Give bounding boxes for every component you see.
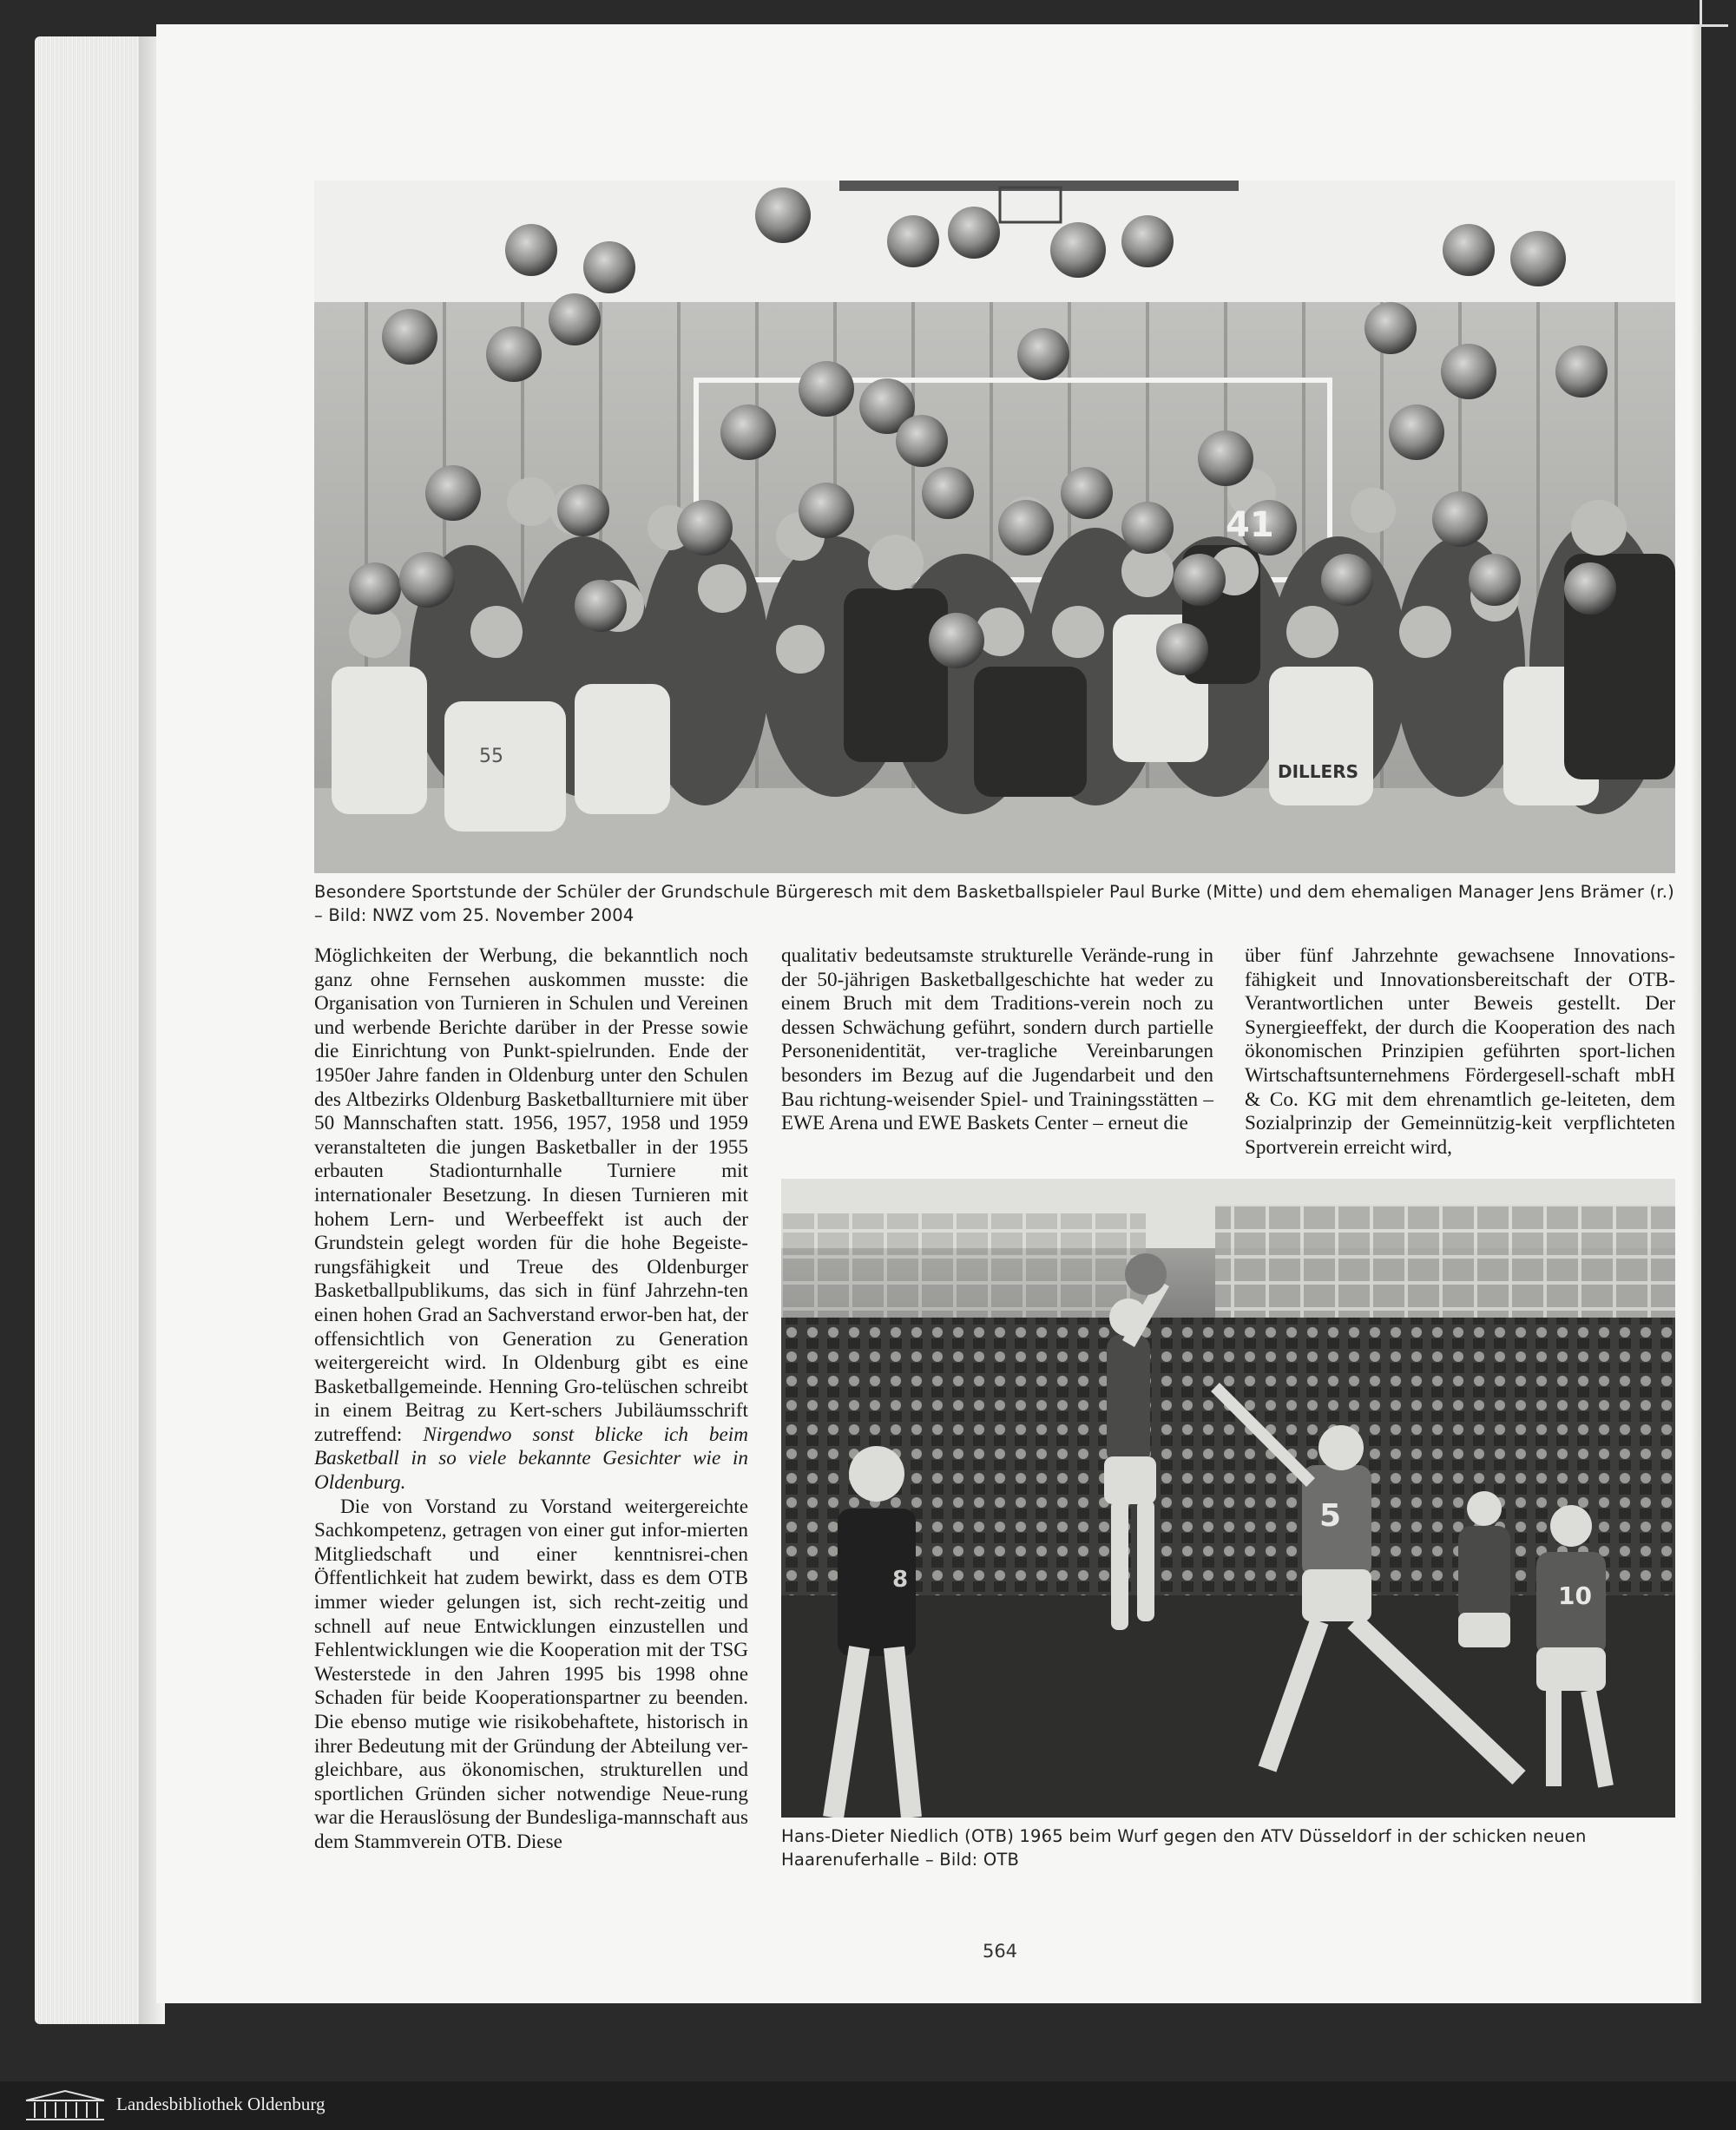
photo-basketball-game-image xyxy=(781,1179,1675,1818)
column1-paragraph-1: Möglichkeiten der Werbung, die bekanntlich noch ganz ohne Fernsehen auskommen musste: die Organisation von Turnieren in Schulen und Vereinen und werbende Berichte darüber in der Presse sowie die Einrichtung von Punkt-spielrunden. Ende der 1950er Jahre fanden in Oldenburg unter den Schulen des Altbezirks Oldenburg Basketballturniere mit über 50 Mannschaften statt. 1956, 1957, 1958 und 1959 veranstalteten die jungen Basketballer in der 1955 erbauten Stadionturnhalle Turniere mit internationaler Besetzung. In diesen Turnieren mit hohem Lern- und Werbeeffekt ist auch der Grundstein gelegt worden für die hohe Begeiste-rungsfähigkeit und Treue des Oldenburger Basketballpublikums, das sich in fünf Jahrzehn-ten einen hohen Grad an Sachverstand erwor-ben hat, der offensichtlich von Generation zu Generation weitergereicht wird. In Oldenburg gibt es eine Basketballgemeinde. Henning Gro-telüschen schreibt in einem Beitrag zu Kert-schers Jubiläumsschrift zutreffend: xyxy=(314,944,748,1446)
photo-basketball-class-image xyxy=(314,181,1675,873)
column3-paragraph: über fünf Jahrzehnte gewachsene Innovations-fähigkeit und Innovationsbereitschaft der OTB-Verantwortlichen unter Beweis gestellt. Der Synergieeffekt, der durch die Kooperation des nach ökonomischen Prinzipien geführten sport-lichen Wirtschaftsunternehmens Fördergesell-schaft mbH & Co. KG mit dem ehrenamtlich ge-leiteten, dem Sozialprinzip der Gemeinnützig-keit verpflichteten Sportverein erreicht wird, xyxy=(1245,944,1675,1159)
column1-paragraph-2: Die von Vorstand zu Vorstand weitergereichte Sachkompetenz, getragen von einer gut infor-mierten Mitgliedschaft und einer kenntnisrei-chen Öffentlichkeit hat zudem bewirkt, dass es dem OTB immer wieder gelungen ist, sich recht-zeitig und schnell auf neue Entwicklungen einzustellen und Fehlentwicklungen wie die Kooperation mit der TSG Westerstede in den Jahren 1995 bis 1998 ohne Schaden für beide Kooperationspartner zu beenden. Die ebenso mutige wie risikobehaftete, historisch in ihrer Bedeutung mit der Gründung der Abteilung ver-gleichbare, aus ökonomischen, strukturellen und sportlichen Gründen sicher notwendige Neue-rung war die Herauslösung der Bundesliga-mannschaft aus dem Stammverein OTB. Diese xyxy=(314,1495,748,1853)
photo-basketball-game-1965 xyxy=(781,1179,1675,1818)
text-column-2 xyxy=(781,944,1213,1136)
text-column-3 xyxy=(1245,944,1675,1160)
library-footer xyxy=(0,2081,1736,2130)
photo1-caption: Besondere Sportstunde der Schüler der Grundschule Bürgeresch mit dem Basketballspieler Paul Burke (Mitte) und dem ehemaligen Manager Jens Brämer (r.) – Bild: NWZ vom 25. November 2004 xyxy=(314,882,1674,925)
shirt-number-55: 55 xyxy=(479,746,503,767)
jersey-number-5: 5 xyxy=(1319,1498,1342,1534)
shirt-dillers: DILLERS xyxy=(1278,761,1358,782)
page-right-edge xyxy=(1691,24,1701,2003)
jersey-number-10: 10 xyxy=(1558,1581,1592,1610)
photo-basketball-class xyxy=(314,181,1675,873)
library-building-logo xyxy=(23,2088,108,2123)
text-column-1 xyxy=(314,944,748,1855)
column2-paragraph: qualitativ bedeutsamste strukturelle Verände-rung in der 50-jährigen Basketballgeschichte hat weder zu einem Bruch mit dem Traditions-verein noch zu dessen Schwächung geführt, sondern durch partielle Personenidentität, ver-tragliche Vereinbarungen besonders im Bezug auf die Jugendarbeit und den Bau richtung-weisender Spiel- und Trainingsstätten – EWE Arena und EWE Baskets Center – erneut die xyxy=(781,944,1213,1135)
jersey-number-8: 8 xyxy=(892,1567,909,1593)
column1-quote: Nirgendwo sonst blicke ich beim Basketball in so viele bekannte Gesichter wie in Oldenburg. xyxy=(314,1423,748,1495)
book-page-edges xyxy=(35,36,156,2024)
photo2-caption: Hans-Dieter Niedlich (OTB) 1965 beim Wurf gegen den ATV Düsseldorf in der schicken neuen Haarenuferhalle – Bild: OTB xyxy=(781,1826,1587,1870)
corner-mark xyxy=(1700,0,1728,27)
library-name[interactable]: Landesbibliothek Oldenburg xyxy=(116,2094,326,2114)
page-number: 564 xyxy=(982,1941,1018,1962)
shirt-number-41: 41 xyxy=(1226,505,1274,545)
